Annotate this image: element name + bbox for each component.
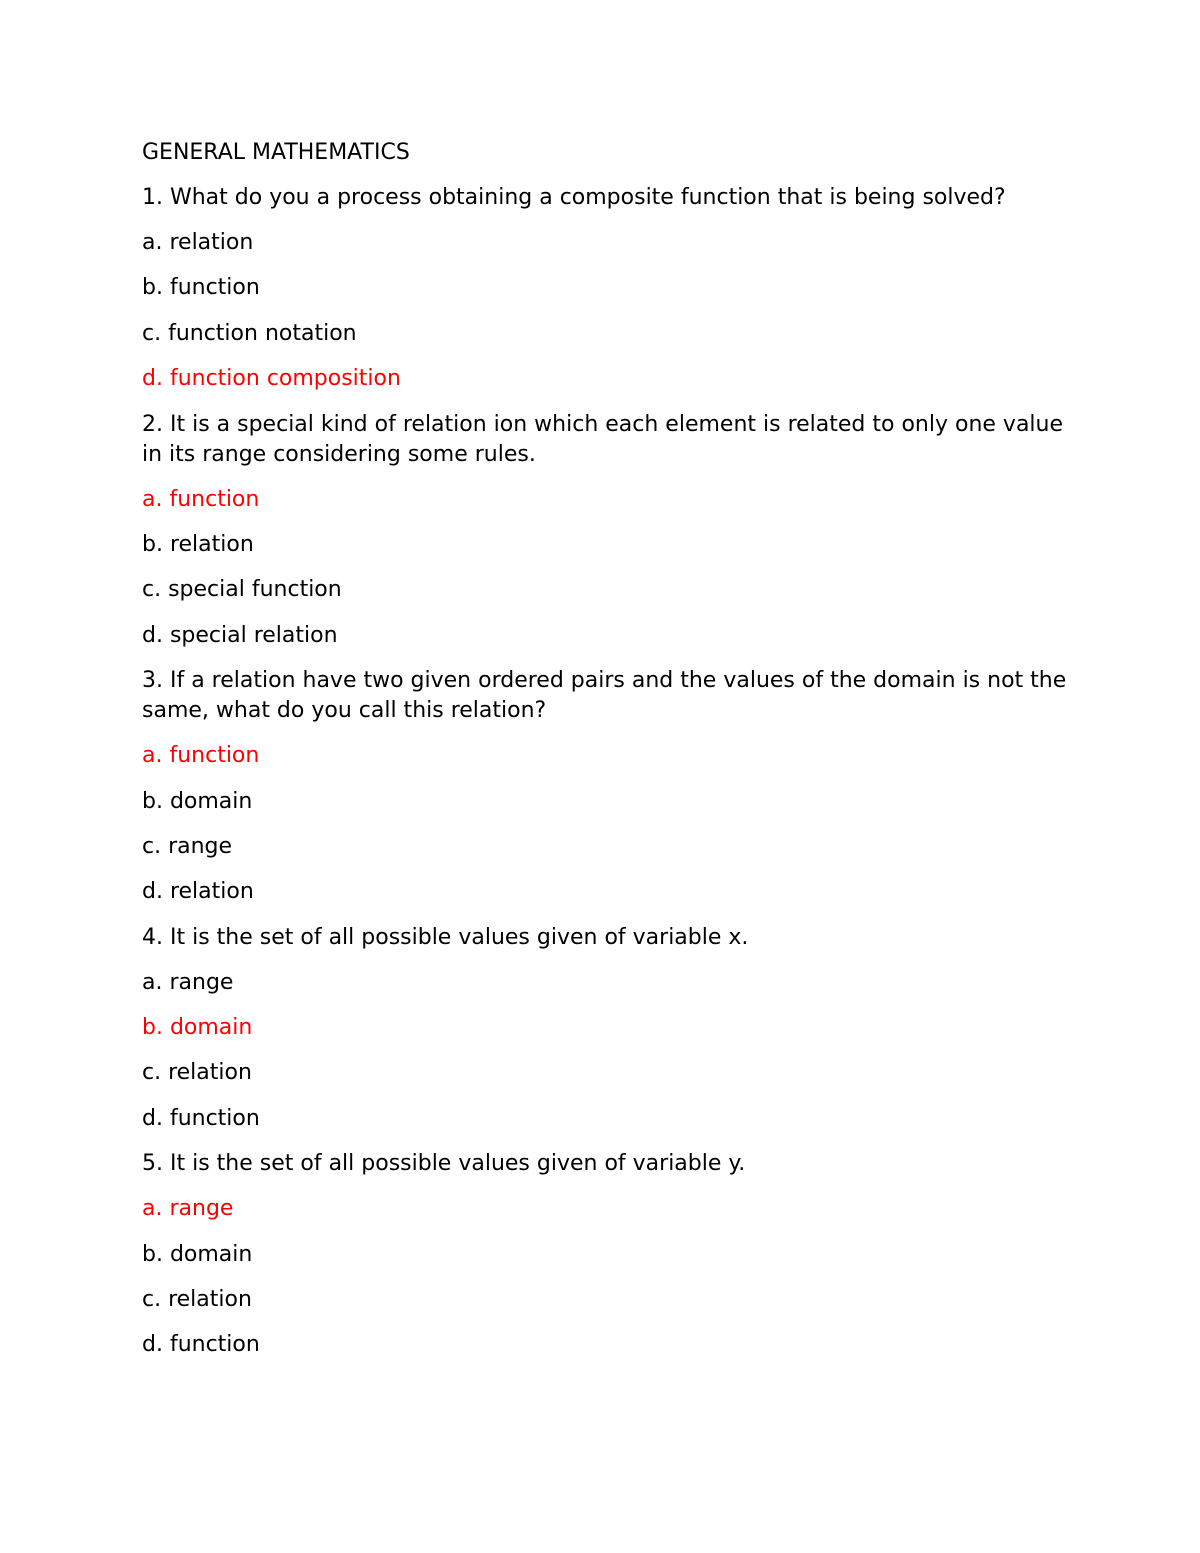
option-d: d. special relation — [142, 622, 338, 648]
option-a: a. range — [142, 1196, 234, 1222]
option-b: b. function — [142, 275, 260, 301]
question-3 — [142, 666, 1072, 907]
question-5 — [142, 1149, 1072, 1360]
question-2 — [142, 410, 1072, 651]
option-d: d. relation — [142, 879, 254, 905]
question-text: 4. It is the set of all possible values given of variable x. — [142, 924, 749, 950]
option-c: c. function notation — [142, 320, 357, 346]
document-title: GENERAL MATHEMATICS — [142, 140, 410, 165]
option-d: d. function composition — [142, 366, 401, 392]
option-a: a. function — [142, 743, 260, 769]
option-a: a. relation — [142, 230, 254, 255]
option-a: a. range — [142, 969, 234, 995]
option-b: b. domain — [142, 1015, 253, 1041]
question-1 — [142, 183, 1072, 394]
question-text: 5. It is the set of all possible values given of variable y. — [142, 1151, 746, 1177]
document-page — [142, 138, 1072, 1376]
option-b: b. domain — [142, 788, 253, 814]
question-text: 1. What do you a process obtaining a composite function that is being solved? — [142, 185, 1006, 210]
option-c: c. relation — [142, 1287, 252, 1313]
option-a: a. function — [142, 486, 260, 512]
option-d: d. function — [142, 1332, 260, 1358]
question-text: 3. If a relation have two given ordered pairs and the values of the domain is not the same, what do you call this relation? — [142, 668, 1067, 724]
question-text: 2. It is a special kind of relation ion which each element is related to only one value in its range considering some rules. — [142, 411, 1064, 467]
option-d: d. function — [142, 1105, 260, 1131]
question-4 — [142, 923, 1072, 1134]
option-c: c. special function — [142, 577, 342, 603]
option-c: c. relation — [142, 1060, 252, 1086]
option-b: b. relation — [142, 531, 254, 557]
option-c: c. range — [142, 833, 233, 859]
option-b: b. domain — [142, 1241, 253, 1267]
